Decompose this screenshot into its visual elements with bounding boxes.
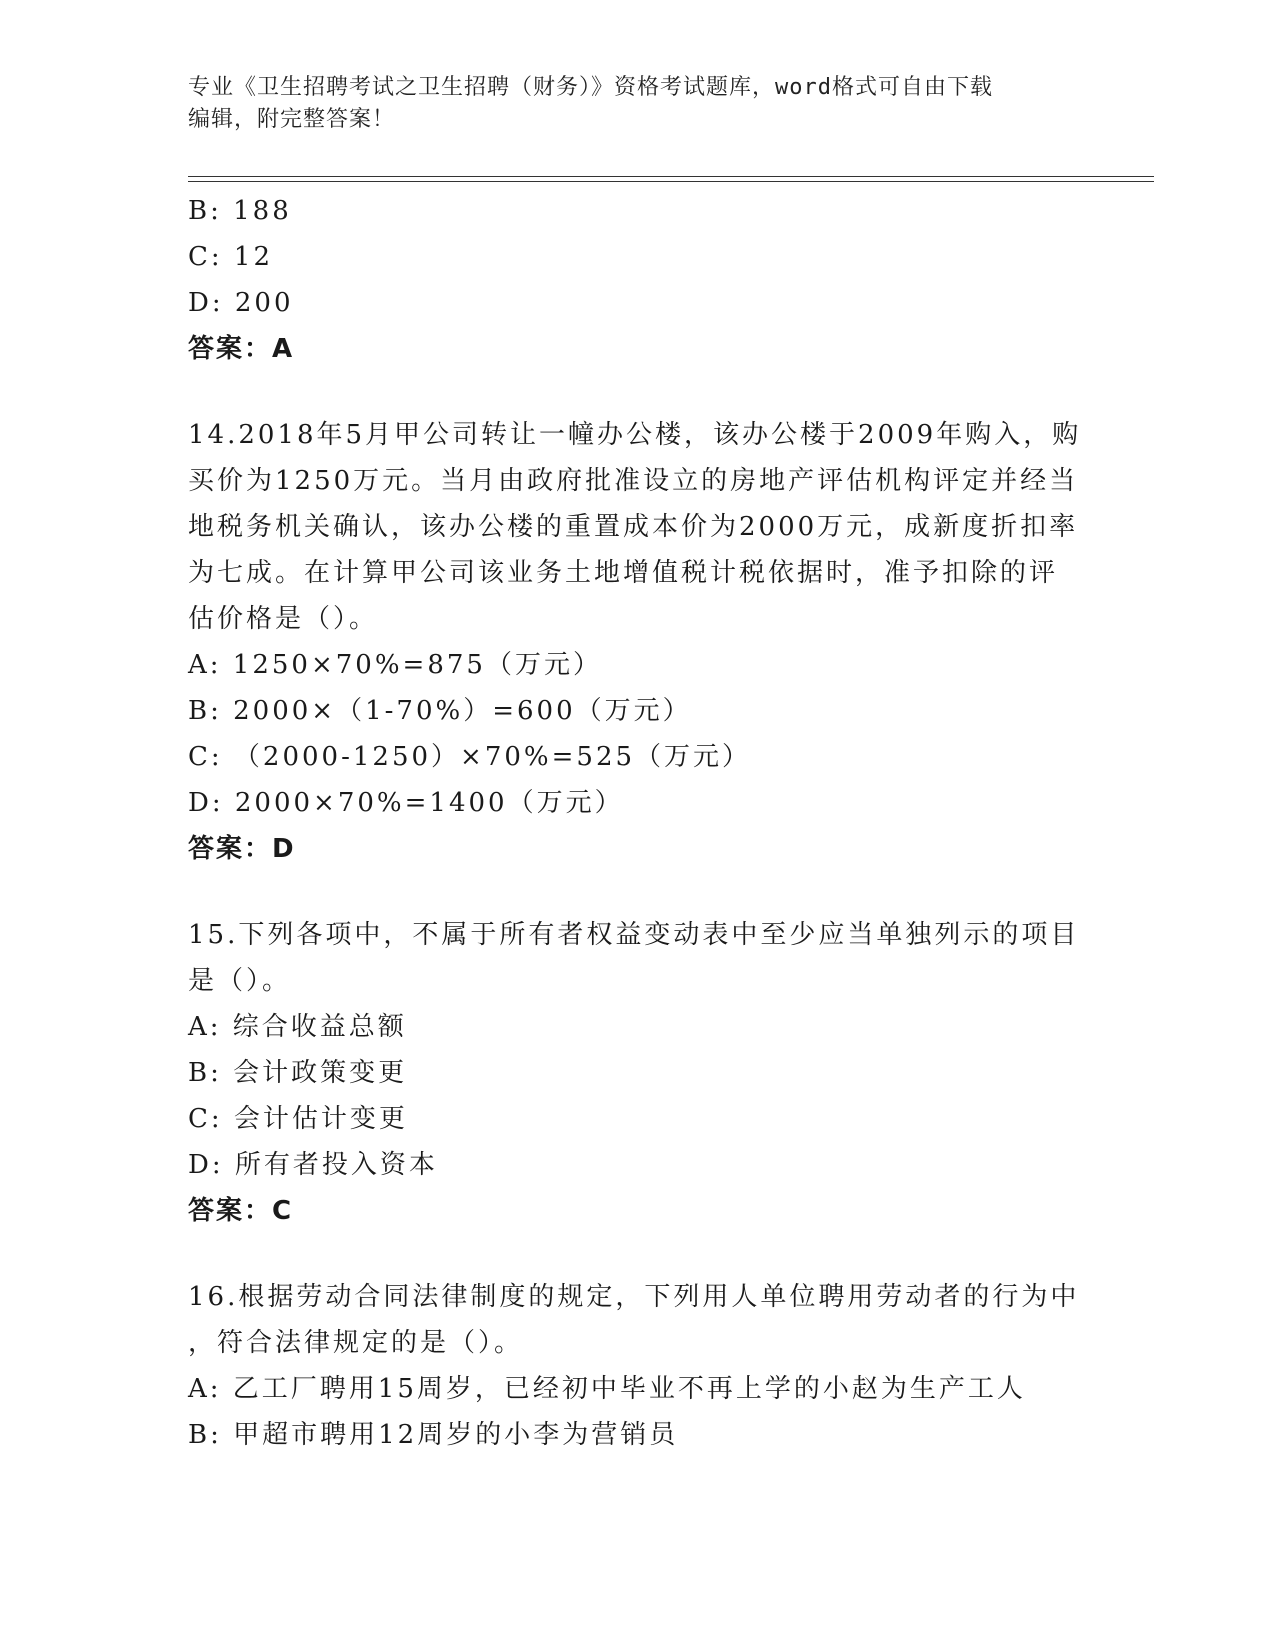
- question-16: [188, 1274, 1078, 1458]
- q16-stem-line: ，符合法律规定的是（）。: [188, 1328, 524, 1358]
- question-content: [188, 188, 1082, 1458]
- q14-stem-line: 为七成。在计算甲公司该业务土地增值税计税依据时，准予扣除的评: [188, 558, 1059, 588]
- document-header: [188, 72, 1068, 136]
- q14-option-b: B: 2000×（1-70%）=600（万元）: [188, 696, 692, 726]
- header-divider-bottom: [188, 181, 1154, 182]
- q15-stem-line: 15.下列各项中，不属于所有者权益变动表中至少应当单独列示的项目: [188, 920, 1080, 950]
- q14-stem-line: 买价为1250万元。当月由政府批准设立的房地产评估机构评定并经当: [188, 466, 1079, 496]
- q15-option-b: B: 会计政策变更: [188, 1058, 408, 1088]
- q14-stem-line: 估价格是（）。: [188, 604, 379, 634]
- question-15: [188, 912, 1078, 1234]
- header-line-2: 编辑，附完整答案！: [188, 107, 396, 132]
- question-14: [188, 412, 1082, 872]
- q13-option-c: C: 12: [188, 242, 274, 272]
- q14-stem-line: 地税务机关确认，该办公楼的重置成本价为2000万元，成新度折扣率: [188, 512, 1079, 542]
- q14-answer: 答案：D: [188, 834, 296, 864]
- q15-option-a: A: 综合收益总额: [188, 1012, 407, 1042]
- q15-stem-line: 是（）。: [188, 966, 292, 996]
- spacer: [188, 372, 1078, 412]
- question-13-tail: [188, 188, 1078, 372]
- q13-option-b: B: 188: [188, 196, 292, 226]
- spacer: [188, 872, 1078, 912]
- q14-option-d: D: 2000×70%=1400（万元）: [188, 788, 624, 818]
- q15-option-c: C: 会计估计变更: [188, 1104, 408, 1134]
- q14-stem-line: 14.2018年5月甲公司转让一幢办公楼，该办公楼于2009年购入，购: [188, 420, 1082, 450]
- header-line-1: 专业《卫生招聘考试之卫生招聘（财务）》资格考试题库，word格式可自由下载: [188, 75, 993, 100]
- q14-option-c: C: （2000-1250）×70%=525（万元）: [188, 742, 752, 772]
- q15-answer: 答案：C: [188, 1196, 294, 1226]
- q15-option-d: D: 所有者投入资本: [188, 1150, 438, 1180]
- header-divider-top: [188, 176, 1154, 177]
- q13-option-d: D: 200: [188, 288, 294, 318]
- q13-answer: 答案：A: [188, 334, 295, 364]
- q16-stem-line: 16.根据劳动合同法律制度的规定，下列用人单位聘用劳动者的行为中: [188, 1282, 1080, 1312]
- q16-option-a: A: 乙工厂聘用15周岁，已经初中毕业不再上学的小赵为生产工人: [188, 1374, 1026, 1404]
- spacer: [188, 1234, 1078, 1274]
- q16-option-b: B: 甲超市聘用12周岁的小李为营销员: [188, 1420, 679, 1450]
- q14-option-a: A: 1250×70%=875（万元）: [188, 650, 602, 680]
